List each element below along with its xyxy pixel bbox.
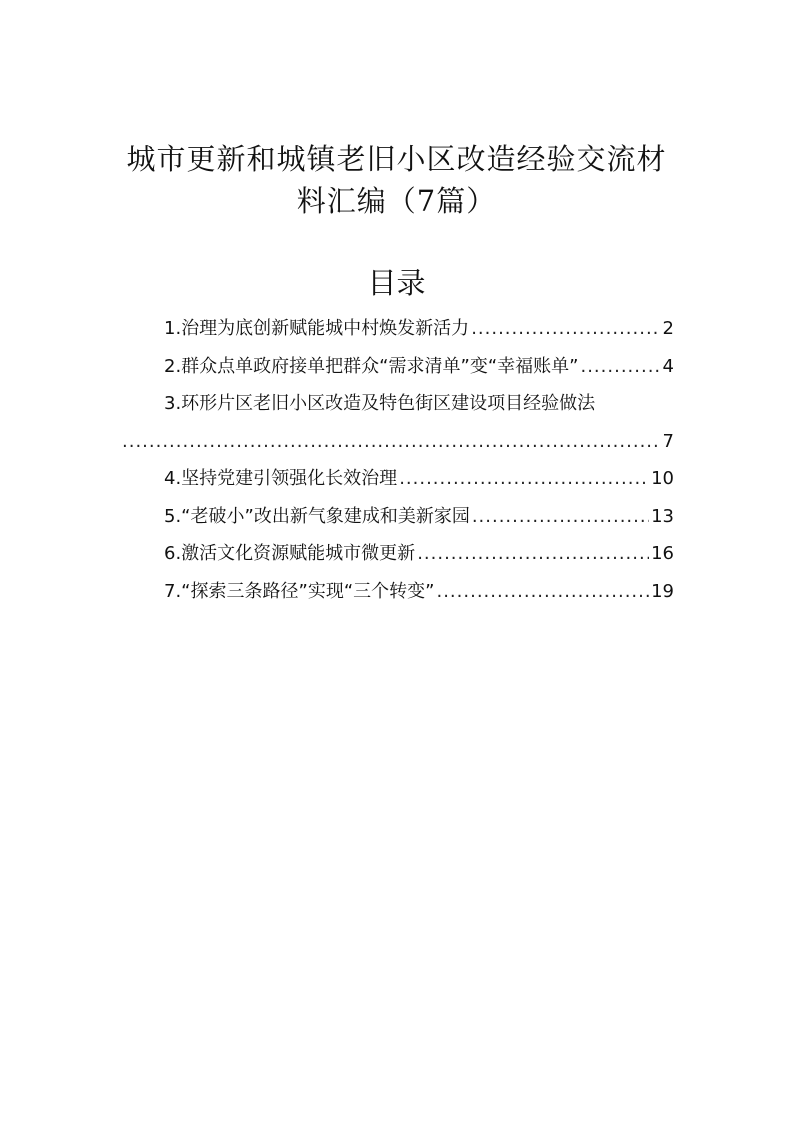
toc-page-number: 10 — [651, 468, 674, 489]
toc-heading: 目录 — [367, 266, 426, 300]
toc-entry-2[interactable] — [120, 348, 674, 386]
toc-entry-title: 6.激活文化资源赋能城市微更新 — [164, 543, 416, 564]
toc-page-number: 13 — [651, 505, 674, 527]
toc-leader-dots — [471, 310, 660, 348]
toc-leader-dots — [436, 573, 649, 611]
toc-entry-7[interactable] — [120, 573, 674, 611]
toc-page-number: 16 — [651, 543, 674, 564]
toc-entry-title: 4.坚持党建引领强化长效治理 — [164, 468, 398, 489]
toc-leader-dots — [122, 423, 661, 461]
table-of-contents — [120, 310, 674, 610]
toc-leader-dots — [580, 348, 660, 386]
toc-entry-title: 7.“探索三条路径”实现“三个转变” — [164, 580, 435, 602]
toc-page-number: 4 — [662, 355, 674, 377]
toc-entry-title: 5.“老破小”改出新气象建成和美新家园 — [164, 505, 470, 527]
toc-entry-1[interactable] — [120, 310, 674, 348]
toc-page-number: 7 — [662, 430, 674, 452]
toc-leader-dots — [472, 498, 649, 536]
toc-leader-dots — [399, 460, 649, 498]
toc-entry-4[interactable] — [120, 460, 674, 498]
document-title-line-1: 城市更新和城镇老旧小区改造经验交流材 — [126, 142, 667, 176]
toc-entry-3[interactable] — [120, 385, 674, 423]
toc-page-number: 2 — [662, 318, 674, 339]
toc-entry-5[interactable] — [120, 498, 674, 536]
toc-entry-title: 1.治理为底创新赋能城中村焕发新活力 — [164, 318, 470, 339]
toc-page-number: 19 — [651, 580, 674, 602]
document-title-line-2: 料汇编（7篇） — [296, 184, 497, 218]
toc-entry-title: 3.环形片区老旧小区改造及特色街区建设项目经验做法 — [164, 393, 596, 414]
toc-entry-6[interactable] — [120, 535, 674, 573]
toc-entry-title: 2.群众点单政府接单把群众“需求清单”变“幸福账单” — [164, 355, 579, 377]
toc-entry-3-continuation[interactable] — [120, 423, 674, 461]
toc-leader-dots — [417, 535, 649, 573]
